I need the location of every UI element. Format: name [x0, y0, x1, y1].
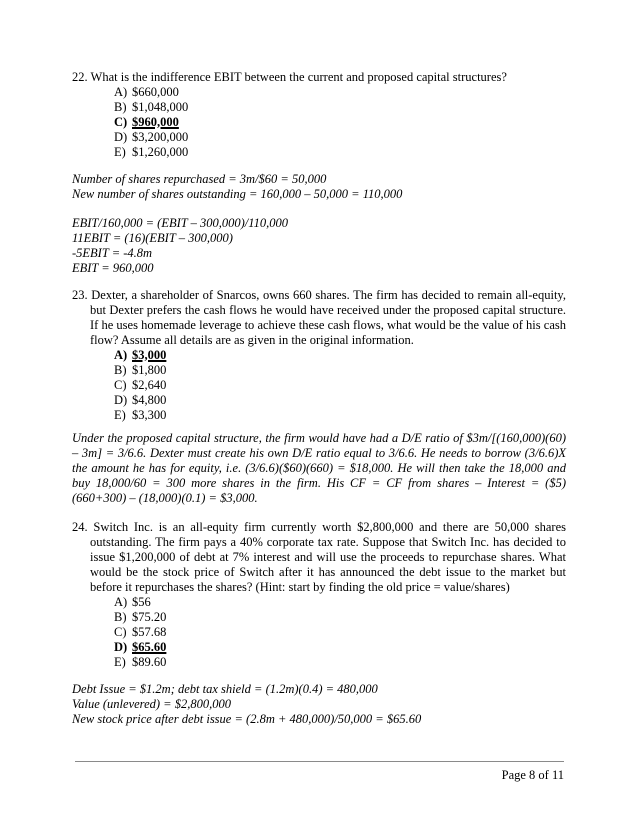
option-value: $1,800: [132, 363, 167, 377]
solution-line: Debt Issue = $1.2m; debt tax shield = (1.2m)(0.4) = 480,000: [72, 682, 378, 696]
option-value: $75.20: [132, 610, 167, 624]
option-row-correct: [114, 640, 566, 655]
option-letter: B): [114, 100, 127, 114]
options-list: [114, 348, 566, 423]
solution-line: Value (unlevered) = $2,800,000: [72, 697, 231, 711]
footer-divider: [75, 761, 564, 762]
solution-line: Number of shares repurchased = 3m/$60 = 50,000: [72, 172, 327, 186]
solution-line: EBIT/160,000 = (EBIT – 300,000)/110,000: [72, 216, 288, 230]
option-letter: C): [114, 378, 127, 392]
solution-line: EBIT = 960,000: [72, 261, 154, 275]
option-value: $56: [132, 595, 151, 609]
question-text: [72, 520, 566, 595]
solution-line: -5EBIT = -4.8m: [72, 246, 153, 260]
option-letter: D): [114, 393, 128, 407]
question-body: Switch Inc. is an all-equity firm currently worth $2,800,000 and there are 50,000 shares outstanding. The firm pays a 40% corporate tax rate. Suppose that Switch Inc. has decided to issue $1,200,000 of debt at 7% interest and will use the proceeds to repurchase shares. What would be the stock price of Switch after it has announced the debt issue to the market but before it repurchases the shares? (Hint: start by finding the old price = value/shares): [90, 520, 567, 594]
option-row: [114, 625, 566, 640]
option-value: $57.68: [132, 625, 167, 639]
question-22: [72, 70, 566, 276]
option-row: [114, 363, 566, 378]
solution-paragraph: Under the proposed capital structure, the firm would have had a D/E ratio of $3m/[(160,000)(60) – 3m] = 3/6.6. Dexter must create his own D/E ratio equal to 3/6.6. He needs to borrow (3/6.6)X the amount he has for equity, i.e. (3/6.6)($60)(660) = $18,000. He will then take the 18,000 and buy 18,000/60 = 300 more shares in the firm. His CF = CF from shares – Interest = ($5)(660+300) – (18,000)(0.1) = $3,000.: [72, 431, 566, 505]
question-24: [72, 520, 566, 727]
option-value: $1,048,000: [132, 100, 189, 114]
solution-block: [72, 682, 566, 727]
option-row: [114, 610, 566, 625]
option-letter: A): [114, 85, 128, 99]
option-row-correct: [114, 348, 566, 363]
question-number: 23.: [72, 288, 88, 302]
solution-line: New number of shares outstanding = 160,000 – 50,000 = 110,000: [72, 187, 403, 201]
question-number: 24.: [72, 520, 88, 534]
option-value: $2,640: [132, 378, 167, 392]
option-value: $960,000: [132, 115, 179, 129]
option-value: $3,000: [132, 348, 167, 362]
question-number: 22.: [72, 70, 88, 84]
option-letter: E): [114, 655, 126, 669]
option-row: [114, 655, 566, 670]
option-row: [114, 130, 566, 145]
solution-line: New stock price after debt issue = (2.8m + 480,000)/50,000 = $65.60: [72, 712, 422, 726]
option-row: [114, 378, 566, 393]
page-content: [72, 70, 566, 727]
option-value: $3,300: [132, 408, 167, 422]
option-value: $4,800: [132, 393, 167, 407]
solution-block: [72, 172, 566, 202]
option-row: [114, 85, 566, 100]
options-list: [114, 595, 566, 670]
options-list: [114, 85, 566, 160]
question-text: [72, 288, 566, 348]
option-row: [114, 393, 566, 408]
option-letter: B): [114, 610, 127, 624]
option-letter: D): [114, 640, 128, 654]
option-row: [114, 100, 566, 115]
option-value: $660,000: [132, 85, 179, 99]
option-letter: D): [114, 130, 128, 144]
option-letter: E): [114, 145, 126, 159]
option-letter: A): [114, 595, 128, 609]
question-body: Dexter, a shareholder of Snarcos, owns 660 shares. The firm has decided to remain all-equity, but Dexter prefers the cash flows he would have received under the proposed capital structure. If he uses homemade leverage to achieve these cash flows, what would be the value of his cash flow? Assume all details are as given in the original information.: [90, 288, 566, 347]
option-letter: B): [114, 363, 127, 377]
option-row-correct: [114, 115, 566, 130]
question-body: What is the indifference EBIT between the current and proposed capital structures?: [90, 70, 507, 84]
question-23: [72, 288, 566, 506]
solution-line: 11EBIT = (16)(EBIT – 300,000): [72, 231, 233, 245]
option-value: $65.60: [132, 640, 167, 654]
option-value: $3,200,000: [132, 130, 189, 144]
option-row: [114, 145, 566, 160]
option-value: $1,260,000: [132, 145, 189, 159]
option-letter: E): [114, 408, 126, 422]
option-letter: C): [114, 625, 127, 639]
option-letter: A): [114, 348, 128, 362]
option-letter: C): [114, 115, 128, 129]
solution-block: [72, 216, 566, 276]
option-value: $89.60: [132, 655, 167, 669]
option-row: [114, 408, 566, 423]
page-number: Page 8 of 11: [501, 768, 564, 782]
option-row: [114, 595, 566, 610]
question-text: [72, 70, 566, 85]
